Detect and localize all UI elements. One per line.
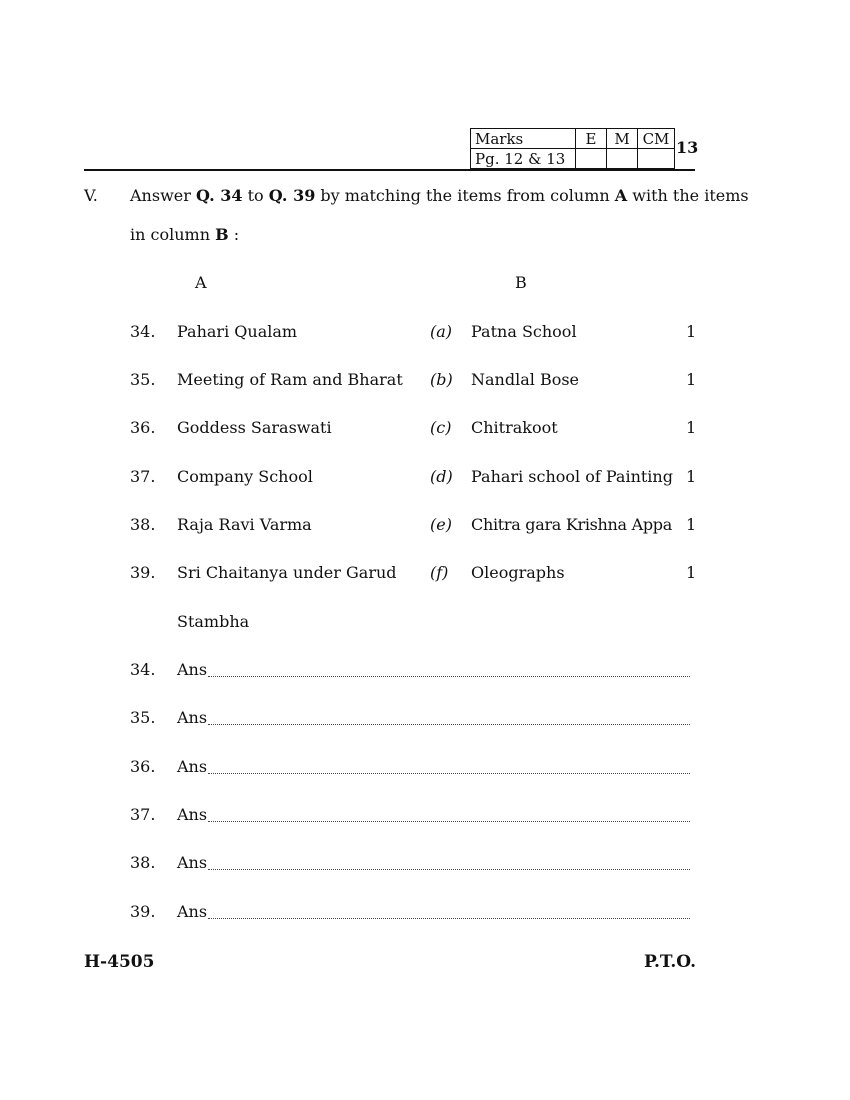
marks-col-m: M — [607, 129, 638, 149]
item-marks: 1 — [686, 370, 697, 389]
item-letter: (d) — [430, 467, 453, 486]
answer-label: Ans — [177, 902, 208, 921]
item-letter: (c) — [430, 418, 452, 437]
answer-label: Ans — [177, 708, 208, 727]
answer-line[interactable] — [208, 773, 690, 774]
item-marks: 1 — [686, 515, 697, 534]
answer-line[interactable] — [208, 676, 690, 677]
answer-num: 38. — [130, 853, 156, 872]
item-column-a: Pahari Qualam — [177, 322, 298, 341]
answer-label: Ans — [177, 660, 208, 679]
page-number: 13 — [676, 138, 699, 157]
answer-label: Ans — [177, 853, 208, 872]
item-num: 38. — [130, 515, 156, 534]
item-column-b: Oleographs — [471, 563, 565, 582]
marks-cell-m — [607, 149, 638, 169]
item-column-a: Raja Ravi Varma — [177, 515, 312, 534]
answer-num: 39. — [130, 902, 156, 921]
item-letter: (a) — [430, 322, 453, 341]
item-column-b: Patna School — [471, 322, 577, 341]
instruction-colon: : — [233, 225, 240, 244]
section-number: V. — [84, 186, 98, 205]
answer-num: 37. — [130, 805, 156, 824]
question-start: Q. 34 — [195, 186, 243, 205]
answer-num: 35. — [130, 708, 156, 727]
answer-line[interactable] — [208, 869, 690, 870]
instruction-line-2 — [130, 215, 239, 254]
item-column-a: Company School — [177, 467, 313, 486]
item-column-a-continued: Stambha — [177, 612, 250, 631]
item-num: 34. — [130, 322, 156, 341]
answer-line[interactable] — [208, 821, 690, 822]
item-marks: 1 — [686, 322, 697, 341]
item-num: 37. — [130, 467, 156, 486]
answer-line[interactable] — [208, 724, 690, 725]
item-num: 39. — [130, 563, 156, 582]
item-num: 36. — [130, 418, 156, 437]
item-column-b: Nandlal Bose — [471, 370, 580, 389]
question-end: Q. 39 — [268, 186, 316, 205]
instruction-col-a: A — [614, 186, 628, 205]
item-column-a: Goddess Saraswati — [177, 418, 332, 437]
item-marks: 1 — [686, 467, 697, 486]
instruction-mid: by matching the items from column — [320, 186, 610, 205]
answer-line[interactable] — [208, 918, 690, 919]
item-num: 35. — [130, 370, 156, 389]
item-column-b: Chitrakoot — [471, 418, 558, 437]
item-letter: (b) — [430, 370, 453, 389]
marks-col-cm: CM — [638, 129, 675, 149]
item-column-b: Pahari school of Painting — [471, 467, 673, 486]
pages-label: Pg. 12 & 13 — [471, 149, 576, 169]
instruction-to: to — [247, 186, 264, 205]
answer-label: Ans — [177, 757, 208, 776]
instruction-line-1 — [130, 176, 749, 215]
instruction-in-column: in column — [130, 225, 210, 244]
answer-num: 36. — [130, 757, 156, 776]
answer-num: 34. — [130, 660, 156, 679]
item-marks: 1 — [686, 563, 697, 582]
please-turn-over: P.T.O. — [644, 952, 696, 972]
column-a-header: A — [195, 273, 207, 292]
item-marks: 1 — [686, 418, 697, 437]
column-b-header: B — [515, 273, 527, 292]
marks-box — [470, 128, 675, 169]
header-rule — [84, 169, 695, 171]
instruction-col-b: B — [215, 225, 229, 244]
item-letter: (f) — [430, 563, 449, 582]
item-column-a: Sri Chaitanya under Garud — [177, 563, 397, 582]
marks-cell-e — [576, 149, 607, 169]
marks-label: Marks — [471, 129, 576, 149]
item-column-b: Chitra gara Krishna Appa — [471, 515, 672, 534]
paper-code: H-4505 — [84, 952, 155, 972]
instruction-tail: with the items — [632, 186, 749, 205]
item-column-a: Meeting of Ram and Bharat — [177, 370, 403, 389]
answer-label: Ans — [177, 805, 208, 824]
item-letter: (e) — [430, 515, 452, 534]
marks-col-e: E — [576, 129, 607, 149]
marks-cell-cm — [638, 149, 675, 169]
instruction-word-answer: Answer — [130, 186, 191, 205]
